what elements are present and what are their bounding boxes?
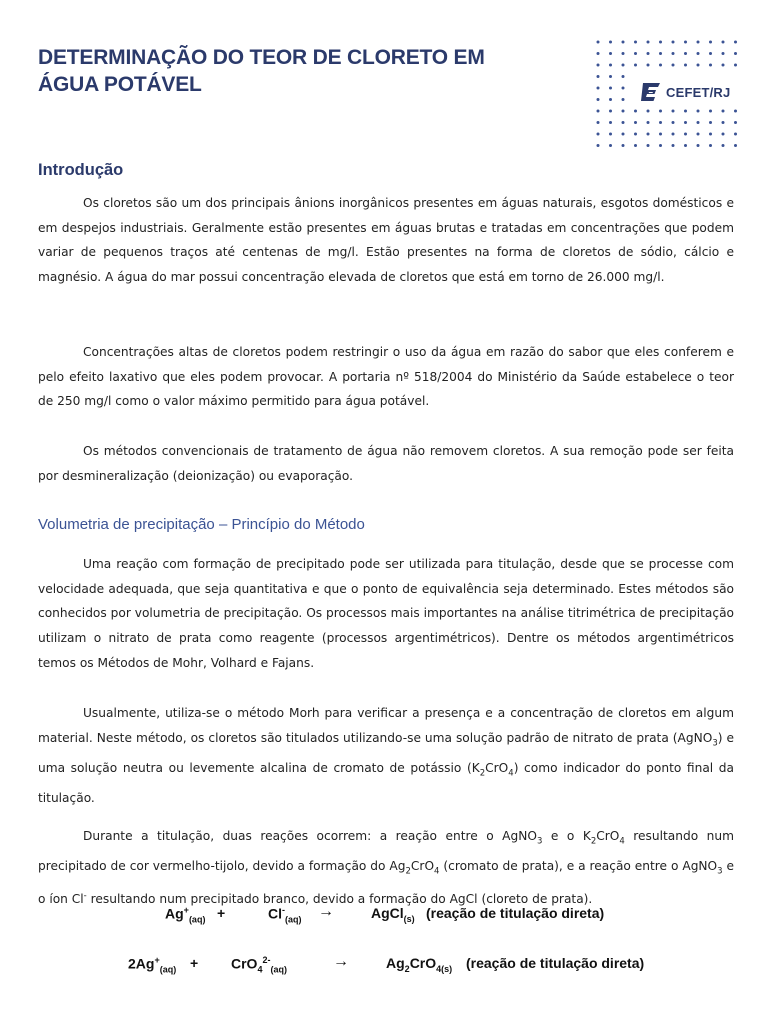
intro-paragraph-2: Concentrações altas de cloretos podem restringir o uso da água em razão do sabor que eles conferem e pelo efeito laxativo que eles podem provocar. A portaria nº 518/2004 do Ministério da Saúde estabelece o teor de 250 mg/l como o valor máximo permitido para água potável. <box>38 345 734 409</box>
eq1-reactant-ag: $Ag^+_{(aq)}$ <box>165 905 206 925</box>
eq2-reactant-ag: $2Ag^+_{(aq)}$ <box>128 955 177 975</box>
title-line-1: DETERMINAÇÃO DO TEOR DE CLORETO EM <box>38 46 485 69</box>
volumetria-paragraph-3: Durante a titulação, duas reações ocorrem: a reação entre o AgNO$_3$ e o $K_2CrO_4$ resultando num precipitado de cor vermelho-tijolo, devido a formação do $Ag_2CrO_4$ (cromato de prata), e a reação entre o AgNO$_3$ e o íon Cl- resultando num precipitado branco, devido a formação do AgCl (cloreto de prata). <box>38 829 734 907</box>
eq2-product: $Ag_2CrO_{4(s)}$ <box>386 955 453 974</box>
eq2-plus: + <box>190 955 199 971</box>
intro-paragraph-1: Os cloretos são um dos principais ânions inorgânicos presentes em águas naturais, esgotos domésticos e em despejos industriais. Geralmente estão presentes em águas brutas e tratadas em concentrações que podem variar de pequenos traços até centenas de mg/l. Estão presentes na forma de cloretos de sódio, cálcio e magnésio. A água do mar possui concentração elevada de cloretos que está em torno de 26.000 mg/l. <box>38 196 734 285</box>
volumetria-paragraph-1: Uma reação com formação de precipitado pode ser utilizada para titulação, desde que se processe com velocidade adequada, que seja quantitativa e que o ponto de equivalência seja determinado. Estes métodos são conhecidos por volumetria de precipitação. Os processos mais importantes na análise titrimétrica de precipitação utilizam o nitrato de prata como reagente (processos argentimétricos). Dentre os métodos argentimétricos temos os Métodos de Mohr, Volhard e Fajans. <box>38 557 734 670</box>
eq1-arrow: → <box>318 903 334 920</box>
eq1-product: AgCl$_{(s)}$ <box>371 905 415 924</box>
cefet-logo-icon <box>640 81 662 103</box>
intro-paragraph-3: Os métodos convencionais de tratamento de água não removem cloretos. A sua remoção pode ser feita por desmineralização (deionização) ou evaporação. <box>38 444 734 483</box>
eq2-note: (reação de titulação direta) <box>466 955 645 971</box>
eq1-plus: + <box>217 905 226 921</box>
eq1-reactant-cl: $Cl^-_{(aq)}$ <box>268 905 302 925</box>
section-heading-introducao: Introdução <box>38 161 124 179</box>
title-line-2: ÁGUA POTÁVEL <box>38 73 202 96</box>
section-heading-volumetria: Volumetria de precipitação – Princípio do Método <box>38 516 365 533</box>
cefet-logo <box>640 80 730 104</box>
page-title <box>38 44 558 98</box>
eq2-reactant-cro4: CrO$_4^{2-}_{(aq)}$ <box>231 955 287 975</box>
volumetria-paragraph-2: Usualmente, utiliza-se o método Morh para verificar a presença e a concentração de cloretos em algum material. Neste método, os cloretos são titulados utilizando-se uma solução padrão de nitrato de prata (AgNO$_3$) e uma solução neutra ou levemente alcalina de cromato de potássio $(K_2CrO_4)$ como indicador do ponto final da titulação. <box>38 706 734 805</box>
logo-text: CEFET/RJ <box>666 84 731 100</box>
eq1-note: (reação de titulação direta) <box>426 905 605 921</box>
eq2-arrow: → <box>333 953 349 970</box>
